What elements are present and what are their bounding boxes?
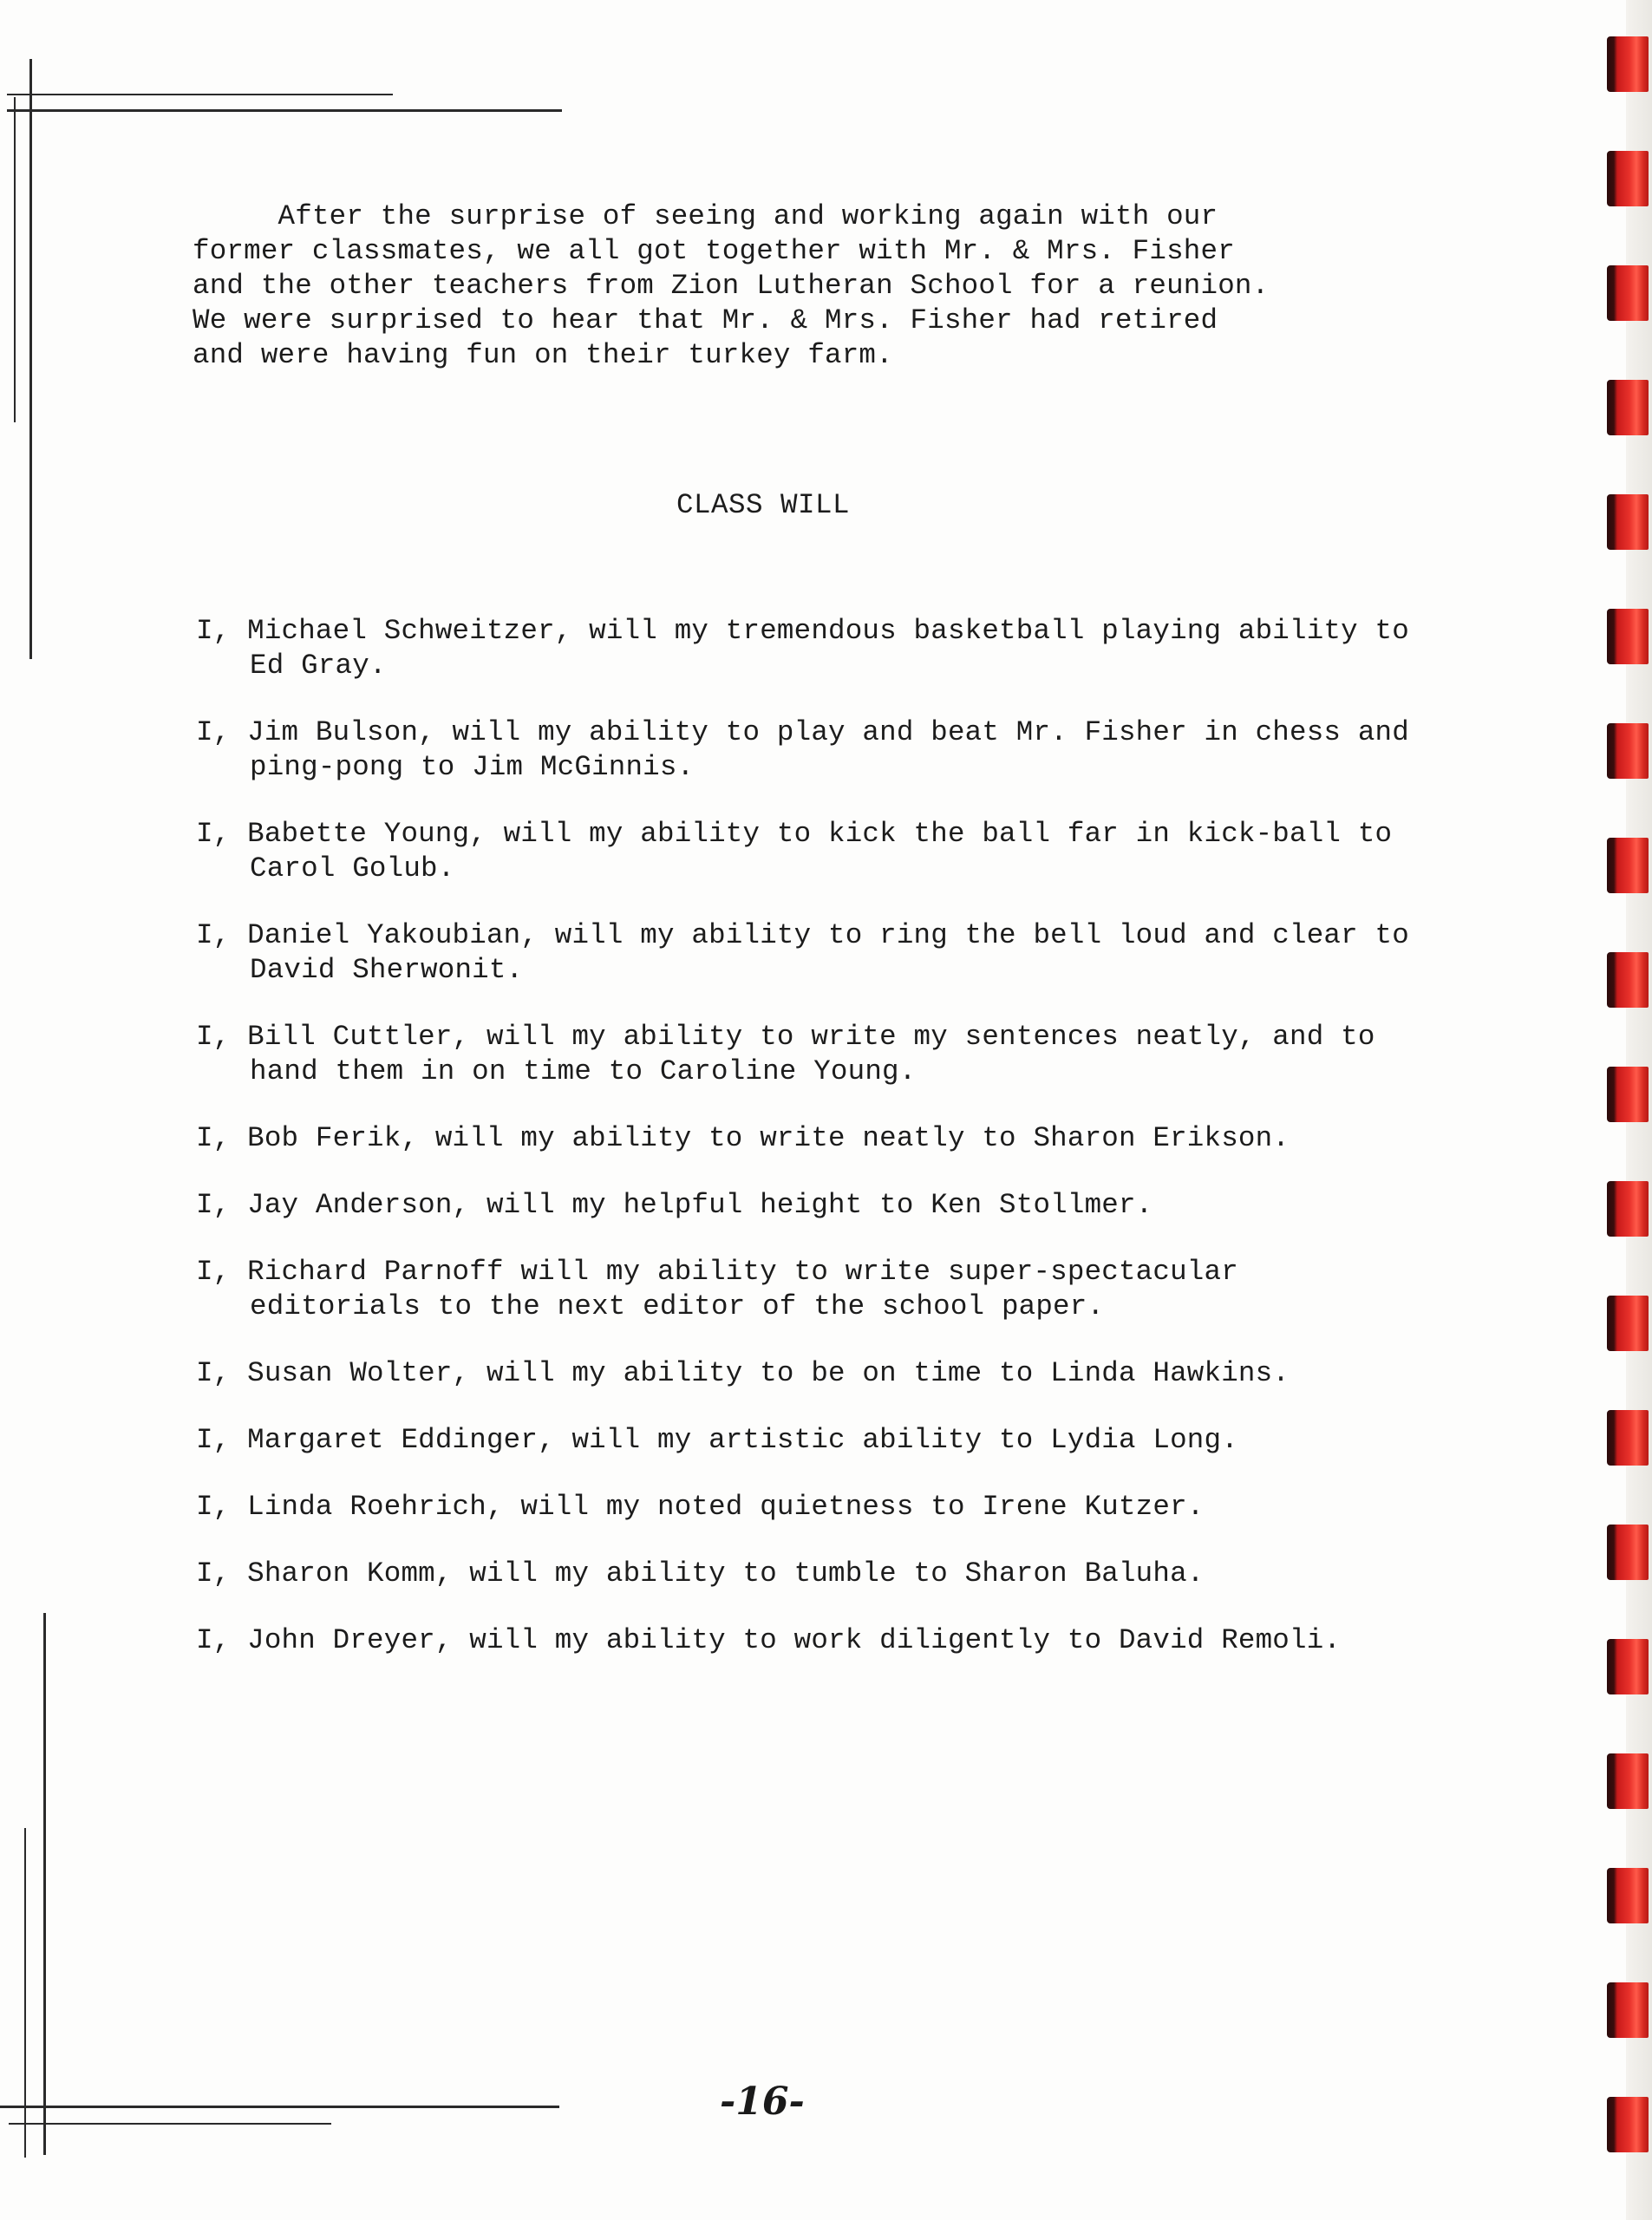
binding-coil: [1607, 1181, 1649, 1237]
corner-rule-bottom-vertical-short: [24, 1828, 26, 2158]
binding-coil: [1607, 609, 1649, 664]
binding-coil: [1607, 1410, 1649, 1466]
corner-rule-top-horizontal-long: [7, 109, 562, 112]
will-item: I, John Dreyer, will my ability to work diligently to David Remoli.: [196, 1624, 1342, 1656]
binding-coil: [1607, 2097, 1649, 2152]
will-item: I, Bill Cuttler, will my ability to write my sentences neatly, and to hand them in on time to Caroline Young.: [196, 1021, 1375, 1087]
corner-rule-bottom-horizontal-long: [0, 2106, 559, 2108]
intro-paragraph: [193, 130, 1424, 442]
will-item: I, Margaret Eddinger, will my artistic ability to Lydia Long.: [196, 1424, 1238, 1456]
binding-coil: [1607, 1639, 1649, 1694]
corner-rule-top-vertical-long: [29, 59, 32, 659]
will-item: I, Daniel Yakoubian, will my ability to ring the bell loud and clear to David Sherwonit.: [196, 919, 1409, 986]
will-item: I, Jim Bulson, will my ability to play and beat Mr. Fisher in chess and ping-pong to Jim McGinnis.: [196, 716, 1409, 783]
corner-rule-bottom-vertical-long: [43, 1613, 46, 2155]
corner-rule-bottom-horizontal-short: [9, 2123, 331, 2125]
will-item: I, Jay Anderson, will my helpful height to Ken Stollmer.: [196, 1189, 1153, 1221]
spiral-binding: [1607, 0, 1652, 2220]
page-number: -16-: [720, 2080, 805, 2124]
will-item: I, Bob Ferik, will my ability to write neatly to Sharon Erikson.: [196, 1122, 1290, 1154]
will-item: I, Linda Roehrich, will my noted quietness to Irene Kutzer.: [196, 1491, 1205, 1523]
binding-coil: [1607, 1982, 1649, 2038]
binding-coil: [1607, 1525, 1649, 1580]
binding-coil: [1607, 265, 1649, 321]
will-item: I, Richard Parnoff will my ability to write super-spectacular editorials to the next editor of the school paper.: [196, 1256, 1238, 1322]
corner-rule-top-vertical-short: [14, 97, 16, 422]
class-will-list: [196, 614, 1410, 1690]
binding-coil: [1607, 494, 1649, 550]
will-item: I, Babette Young, will my ability to kick the ball far in kick-ball to Carol Golub.: [196, 818, 1393, 885]
binding-coil: [1607, 723, 1649, 779]
binding-coil: [1607, 380, 1649, 435]
corner-rule-top-horizontal-short: [7, 94, 393, 95]
class-will-heading: CLASS WILL: [676, 489, 851, 521]
binding-coil: [1607, 151, 1649, 206]
binding-coil: [1607, 838, 1649, 893]
binding-coil: [1607, 1868, 1649, 1923]
intro-text: After the surprise of seeing and working again with our former classmates, we all got together with Mr. & Mrs. Fisher and the other teachers from Zion Lutheran School for a reunion. We were surprised to hear that Mr. & Mrs. Fisher had retired and were having fun on their turkey farm.: [193, 200, 1270, 371]
will-item: I, Sharon Komm, will my ability to tumble to Sharon Baluha.: [196, 1557, 1205, 1590]
binding-coil: [1607, 952, 1649, 1008]
binding-coil: [1607, 1753, 1649, 1809]
will-item: I, Michael Schweitzer, will my tremendous basketball playing ability to Ed Gray.: [196, 615, 1409, 682]
binding-coil: [1607, 36, 1649, 92]
will-item: I, Susan Wolter, will my ability to be on time to Linda Hawkins.: [196, 1357, 1290, 1389]
binding-coil: [1607, 1067, 1649, 1122]
binding-coil: [1607, 1296, 1649, 1351]
